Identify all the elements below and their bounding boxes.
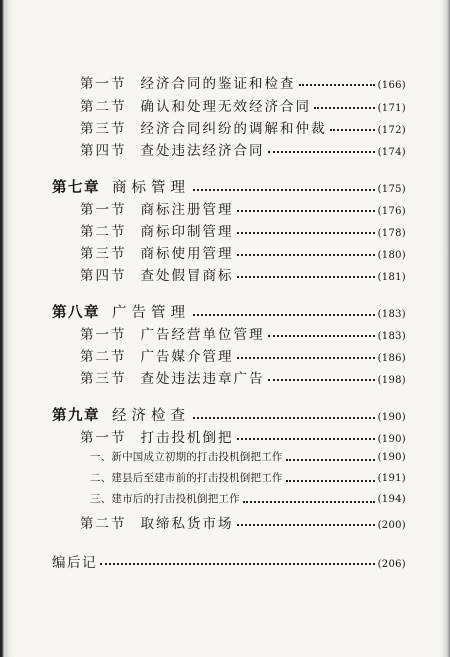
section-label: 第一节 bbox=[80, 327, 127, 343]
section-label: 第三节 bbox=[80, 121, 127, 137]
leader-dots bbox=[330, 122, 375, 132]
section-label: 第二节 bbox=[80, 516, 127, 532]
leader-dots bbox=[100, 556, 375, 566]
chapter-title: 广告管理 bbox=[112, 305, 190, 321]
page-number: (171) bbox=[377, 103, 406, 114]
section-label: 第二节 bbox=[80, 99, 127, 115]
page-number: (183) bbox=[377, 309, 406, 320]
section-title: 打击投机倒把 bbox=[140, 430, 234, 446]
page-number: (200) bbox=[377, 520, 406, 531]
leader-dots bbox=[237, 517, 375, 527]
toc-subsection-entry bbox=[90, 491, 406, 506]
toc-entry bbox=[80, 72, 406, 92]
section-title: 商标印制管理 bbox=[140, 224, 234, 240]
toc-chapter-entry bbox=[52, 404, 406, 425]
toc-entry bbox=[80, 264, 406, 284]
page-number: (198) bbox=[377, 375, 406, 386]
section-title: 商标使用管理 bbox=[140, 246, 234, 262]
leader-dots bbox=[193, 182, 375, 192]
section-title: 商标注册管理 bbox=[140, 202, 234, 218]
toc-entry bbox=[80, 242, 406, 262]
toc-postscript-entry bbox=[52, 551, 406, 571]
leader-dots bbox=[268, 328, 375, 338]
section-title: 经济合同纠纷的调解和仲裁 bbox=[140, 121, 327, 137]
section-label: 第一节 bbox=[80, 430, 127, 446]
section-title: 查处假冒商标 bbox=[140, 268, 234, 284]
page-number: (178) bbox=[377, 228, 406, 239]
page-number: (190) bbox=[377, 434, 406, 445]
section-title: 确认和处理无效经济合同 bbox=[140, 99, 311, 115]
toc-entry bbox=[80, 426, 406, 446]
section-label: 第四节 bbox=[80, 268, 127, 284]
page-number: (172) bbox=[377, 125, 406, 136]
section-title: 广告经营单位管理 bbox=[140, 327, 265, 343]
page-number: (190) bbox=[377, 412, 406, 423]
postscript-title: 编后记 bbox=[52, 555, 97, 571]
leader-dots bbox=[268, 144, 375, 154]
page-number: (191) bbox=[377, 473, 406, 484]
leader-dots bbox=[237, 350, 375, 360]
section-label: 第三节 bbox=[80, 371, 127, 387]
leader-dots bbox=[243, 494, 375, 504]
leader-dots bbox=[237, 431, 375, 441]
leader-dots bbox=[286, 473, 375, 483]
section-label: 第一节 bbox=[80, 202, 127, 218]
toc-entry bbox=[80, 345, 406, 365]
leader-dots bbox=[237, 225, 375, 235]
page-number: (194) bbox=[377, 494, 406, 505]
section-label: 第一节 bbox=[80, 76, 127, 92]
toc-entry bbox=[80, 95, 406, 115]
section-title: 广告媒介管理 bbox=[140, 349, 234, 365]
page-number: (183) bbox=[377, 331, 406, 342]
subsection-title: 一、新中国成立初期的打击投机倒把工作 bbox=[90, 451, 283, 463]
toc-subsection-entry bbox=[90, 449, 406, 464]
toc-subsection-entry bbox=[90, 470, 406, 485]
toc-entry bbox=[80, 198, 406, 218]
section-title: 查处违法违章广告 bbox=[140, 371, 265, 387]
page-number: (166) bbox=[377, 80, 406, 91]
toc-chapter-entry bbox=[52, 301, 406, 322]
toc-entry bbox=[80, 512, 406, 532]
section-title: 查处违法经济合同 bbox=[140, 143, 265, 159]
toc-entry bbox=[80, 367, 406, 387]
leader-dots bbox=[237, 203, 375, 213]
leader-dots bbox=[237, 269, 375, 279]
chapter-label: 第九章 bbox=[52, 407, 100, 424]
toc-entry bbox=[80, 117, 406, 137]
page-number: (176) bbox=[377, 206, 406, 217]
page-number: (180) bbox=[377, 250, 406, 261]
page-number: (206) bbox=[377, 559, 406, 570]
toc-entry bbox=[80, 139, 406, 159]
leader-dots bbox=[193, 307, 375, 317]
toc-chapter-entry bbox=[52, 176, 406, 197]
leader-dots bbox=[268, 372, 375, 382]
toc-entry bbox=[80, 323, 406, 343]
page-number: (186) bbox=[377, 353, 406, 364]
toc-entry bbox=[80, 220, 406, 240]
page-number: (190) bbox=[377, 452, 406, 463]
leader-dots bbox=[237, 247, 375, 257]
section-title: 取缔私货市场 bbox=[140, 516, 234, 532]
section-title: 经济合同的鉴证和检查 bbox=[140, 76, 296, 92]
leader-dots bbox=[314, 100, 375, 110]
subsection-title: 三、建市后的打击投机倒把工作 bbox=[90, 493, 240, 505]
chapter-label: 第八章 bbox=[52, 304, 100, 321]
page-number: (181) bbox=[377, 272, 406, 283]
chapter-title: 商标管理 bbox=[112, 180, 190, 196]
leader-dots bbox=[286, 452, 375, 462]
section-label: 第二节 bbox=[80, 349, 127, 365]
page-number: (175) bbox=[377, 184, 406, 195]
leader-dots bbox=[193, 410, 375, 420]
chapter-title: 经济检查 bbox=[112, 408, 190, 424]
leader-dots bbox=[299, 77, 375, 87]
page-number: (174) bbox=[377, 147, 406, 158]
section-label: 第二节 bbox=[80, 224, 127, 240]
chapter-label: 第七章 bbox=[52, 179, 100, 196]
subsection-title: 二、建县后至建市前的打击投机倒把工作 bbox=[90, 472, 283, 484]
section-label: 第四节 bbox=[80, 143, 127, 159]
section-label: 第三节 bbox=[80, 246, 127, 262]
